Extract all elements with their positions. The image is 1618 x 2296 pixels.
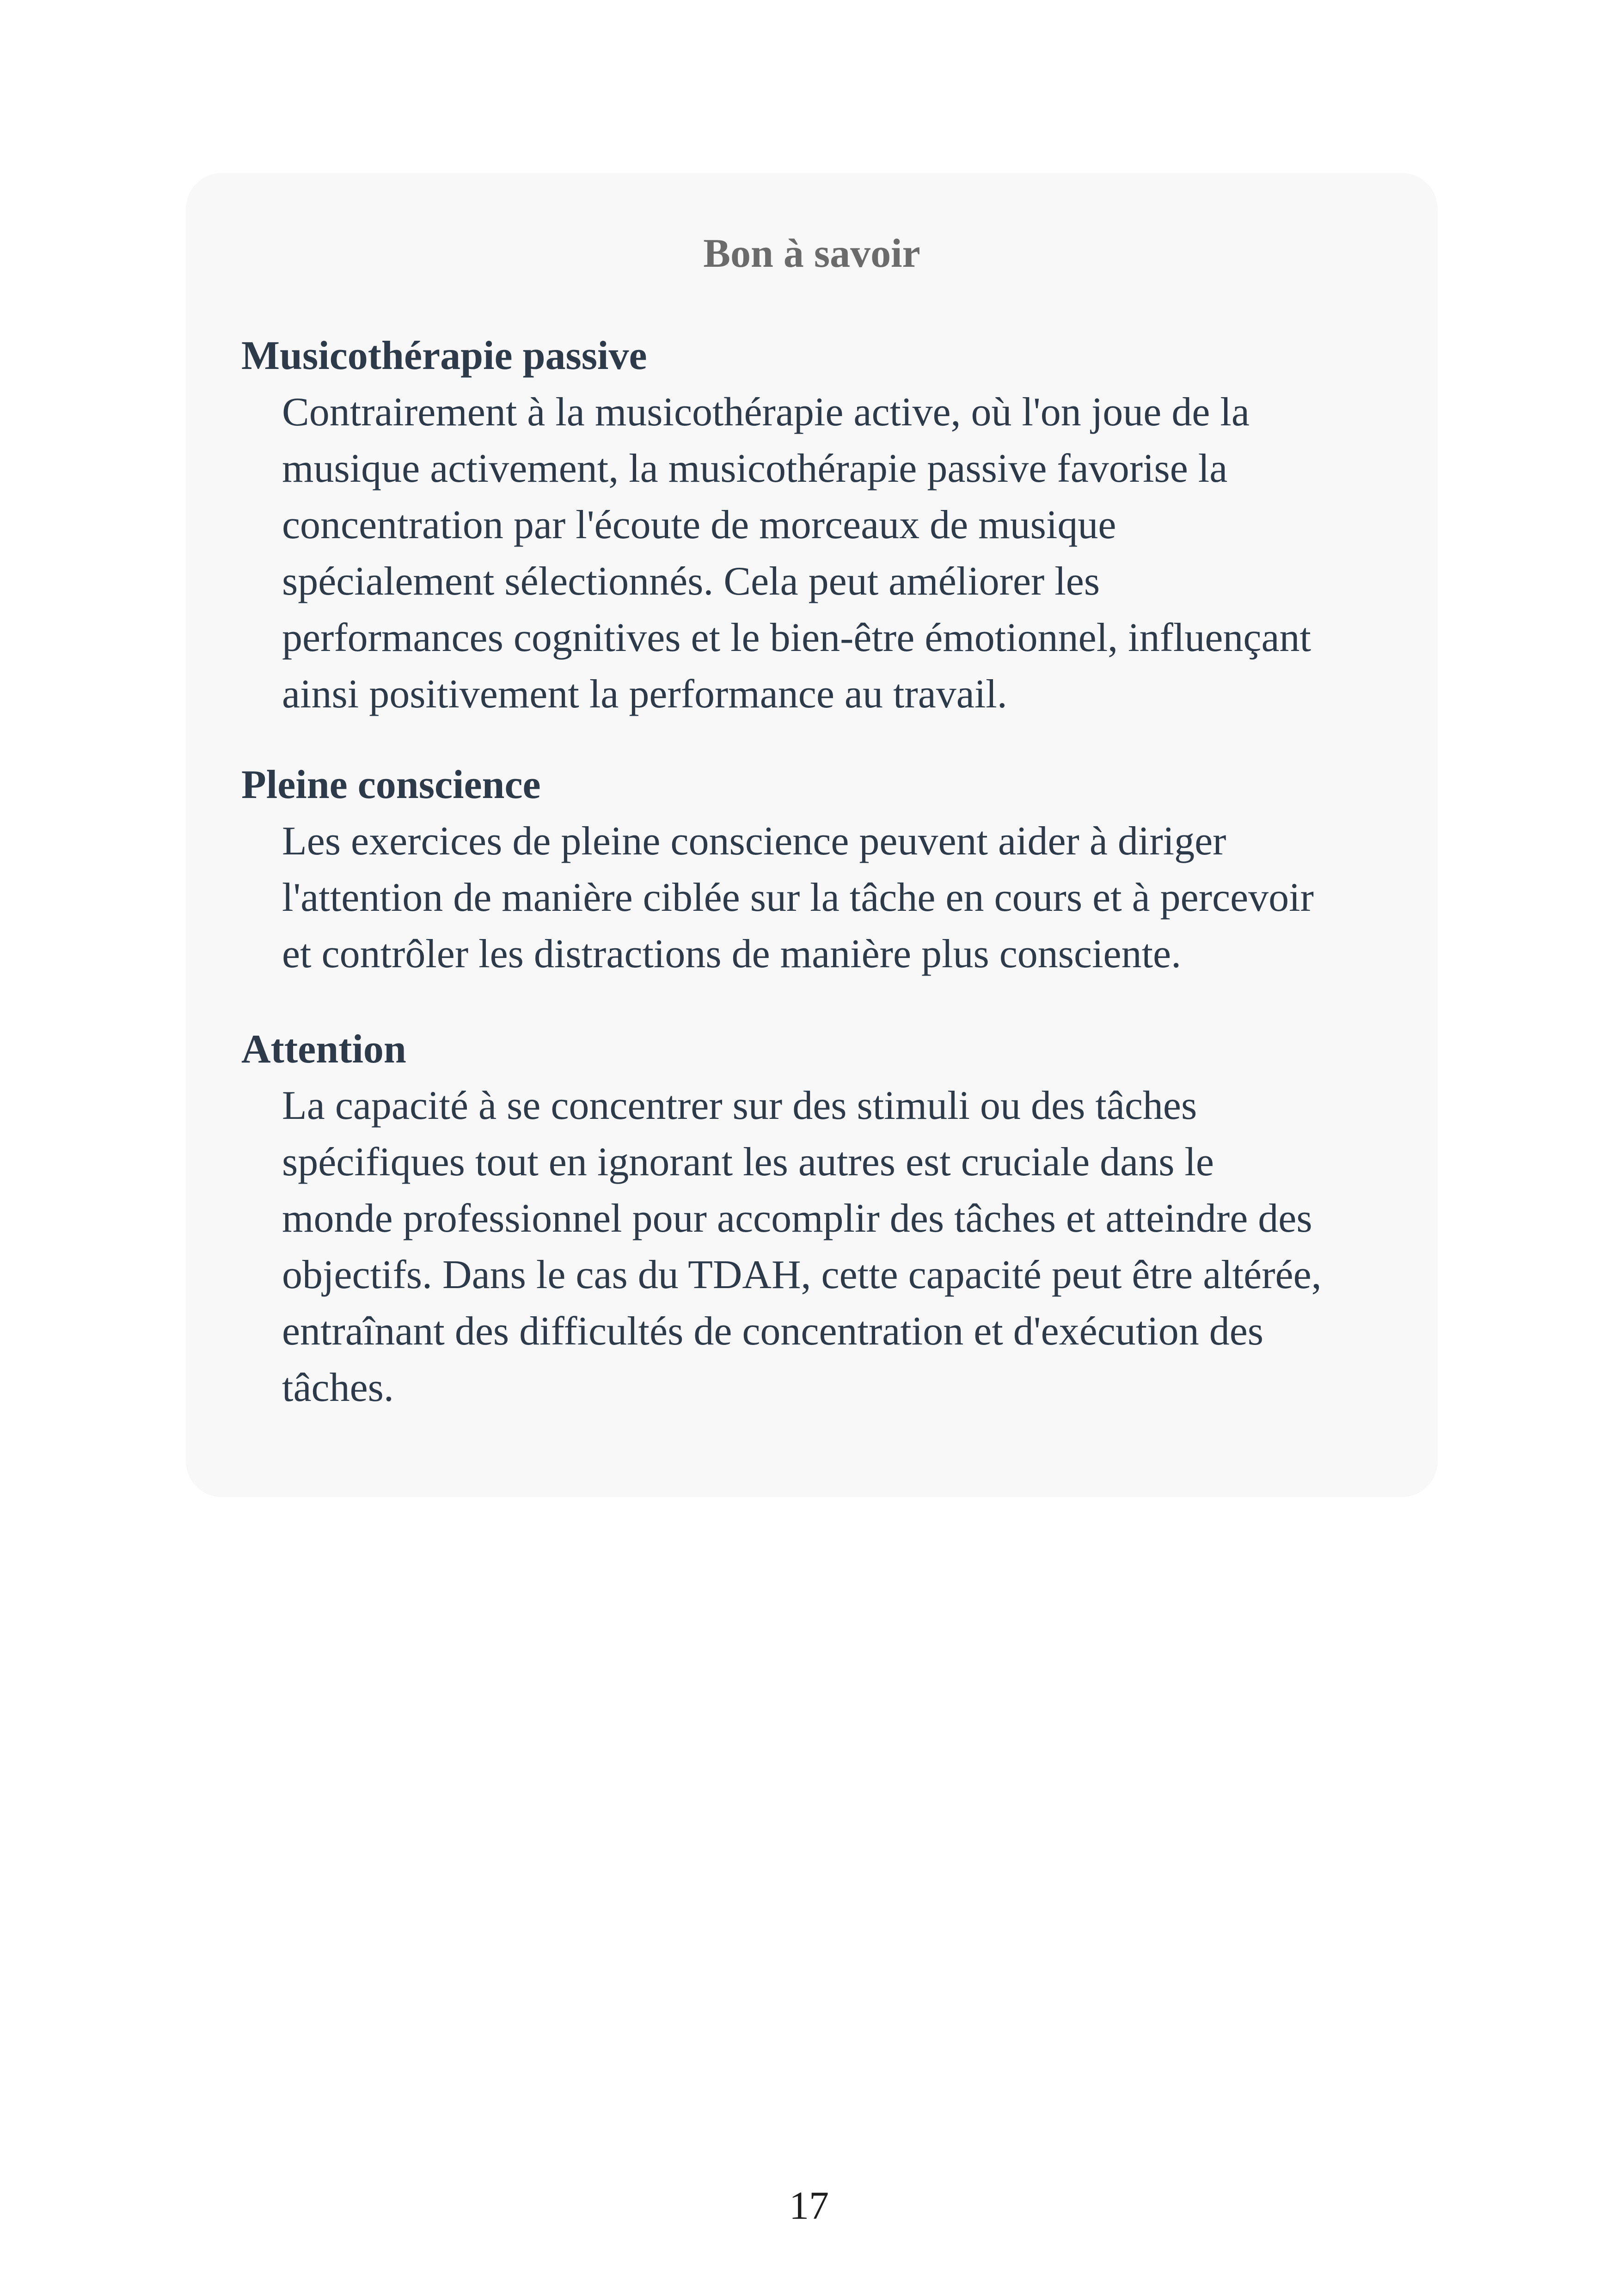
glossary-definition [241,1078,1406,1416]
glossary-entry-attention [241,1021,1406,1416]
definition-line: Les exercices de pleine conscience peuvent aider à diriger [282,819,1226,864]
glossary-definition [241,813,1406,982]
definition-line: spécialement sélectionnés. Cela peut améliorer les [282,559,1100,604]
definition-line: concentration par l'écoute de morceaux de musique [282,503,1116,547]
definition-line: et contrôler les distractions de manière plus consciente. [282,932,1182,976]
definition-line: ainsi positivement la performance au travail. [282,672,1007,717]
definition-line: tâches. [282,1365,394,1410]
definition-line: spécifiques tout en ignorant les autres est cruciale dans le [282,1140,1214,1185]
definition-line: Contrairement à la musicothérapie active, où l'on joue de la [282,390,1250,435]
definition-line: entraînant des difficultés de concentration et d'exécution des [282,1309,1263,1354]
box-title: Bon à savoir [703,231,920,276]
definition-line: objectifs. Dans le cas du TDAH, cette capacité peut être altérée, [282,1252,1322,1297]
glossary-term: Musicothérapie passive [241,333,647,378]
page-number: 17 [789,2183,829,2228]
definition-line: monde professionnel pour accomplir des tâches et atteindre des [282,1196,1312,1241]
glossary-term: Attention [241,1027,406,1072]
glossary-entry-musicotherapie [241,328,1406,723]
info-box [186,173,1438,1497]
glossary-entry-pleine-conscience [241,757,1406,982]
glossary-term: Pleine conscience [241,762,541,807]
definition-line: performances cognitives et le bien-être émotionnel, influençant [282,615,1311,660]
definition-line: musique activement, la musicothérapie passive favorise la [282,446,1228,491]
definition-line: l'attention de manière ciblée sur la tâche en cours et à percevoir [282,875,1314,920]
glossary-definition [241,384,1406,723]
definition-line: La capacité à se concentrer sur des stimuli ou des tâches [282,1083,1197,1128]
